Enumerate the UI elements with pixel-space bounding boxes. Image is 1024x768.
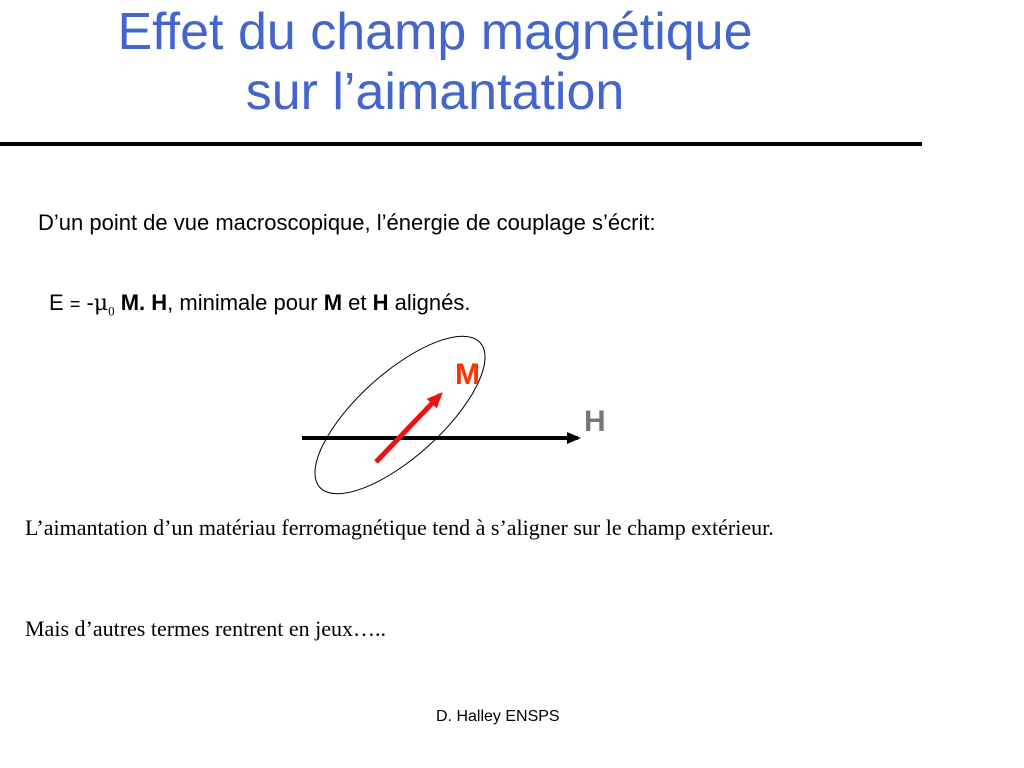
- formula-mu-subscript: 0: [108, 303, 115, 319]
- paragraph-alignment: L’aimantation d’un matériau ferromagnétique tend à s’aligner sur le champ extérieur.: [25, 515, 774, 540]
- formula-end-text: alignés.: [388, 290, 471, 315]
- formula-lhs: E: [49, 290, 64, 315]
- intro-text: D’un point de vue macroscopique, l’énergie de couplage s’écrit:: [38, 210, 656, 235]
- formula-equals: =: [69, 294, 81, 314]
- magnetization-M-arrow: [376, 395, 440, 462]
- slide-title-line-1: Effet du champ magnétique: [117, 3, 753, 61]
- formula-M: M: [323, 290, 343, 315]
- H-label: H: [584, 405, 606, 438]
- formula-minus: -: [86, 290, 94, 315]
- formula-and-text: et: [342, 290, 373, 315]
- M-label: M: [455, 358, 480, 391]
- domain-ellipse: [292, 312, 509, 519]
- formula-H: H: [372, 290, 389, 315]
- formula-mu-symbol: μ: [93, 291, 109, 316]
- slide-title-line-2: sur l’aimantation: [245, 63, 625, 121]
- formula-product: M. H: [120, 290, 168, 315]
- paragraph-other-terms: Mais d’autres termes rentrent en jeux…..: [25, 616, 387, 641]
- slide-footer: D. Halley ENSPS: [436, 708, 560, 725]
- formula-middle-text: , minimale pour: [167, 290, 324, 315]
